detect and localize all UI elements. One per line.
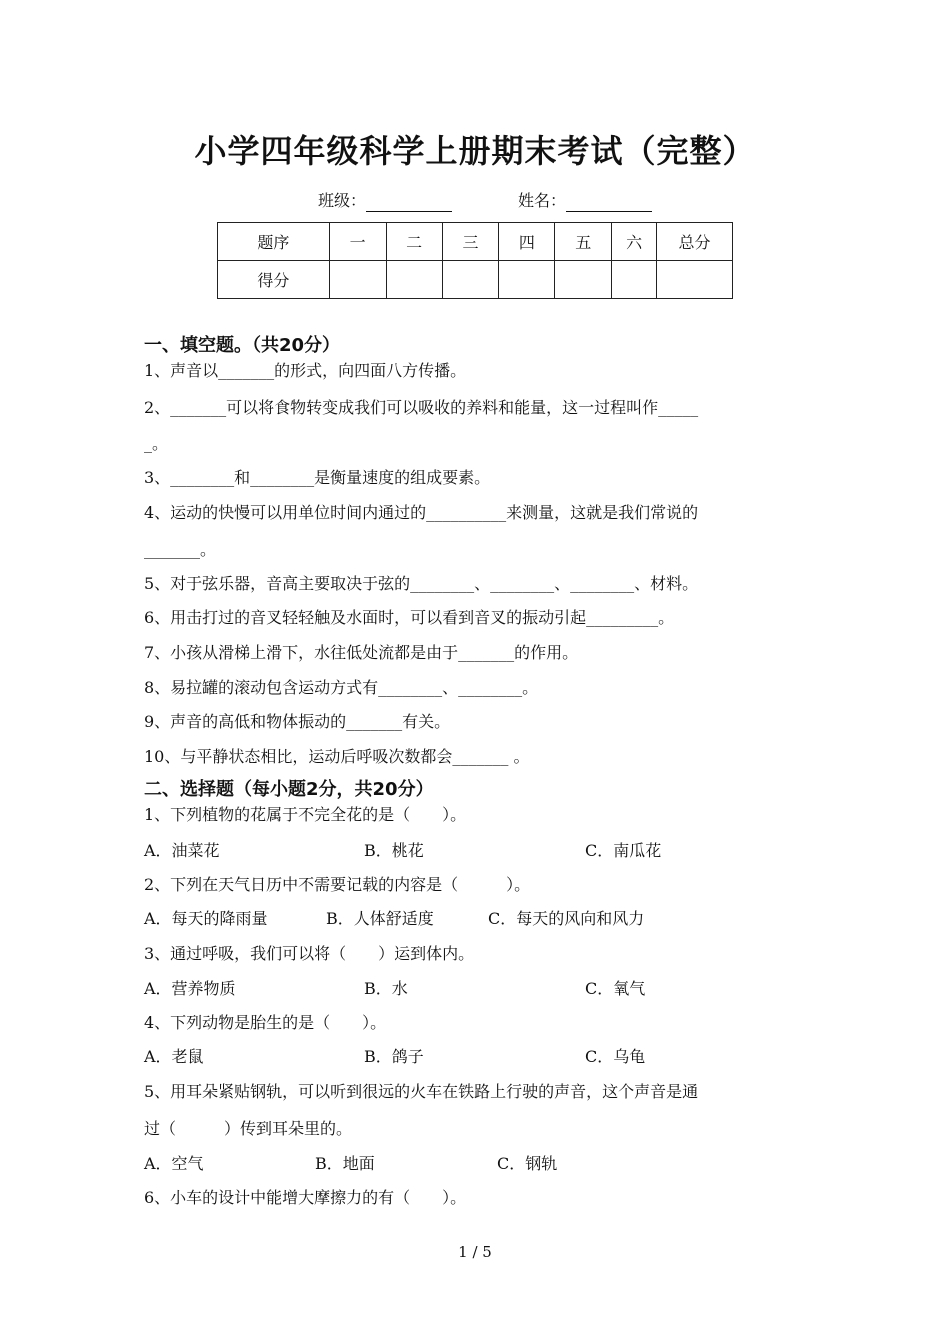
header-cell: 总分 <box>657 223 733 261</box>
class-blank[interactable] <box>366 193 452 212</box>
header-cell: 三 <box>442 223 499 261</box>
choice-option-b[interactable]: B．水 <box>364 979 408 998</box>
choice-question-stem: 4、下列动物是胎生的是（ ）。 <box>144 1013 387 1032</box>
choice-option-a[interactable]: A．营养物质 <box>144 979 236 998</box>
header-cell: 六 <box>612 223 657 261</box>
section2-heading: 二、选择题（每小题2分，共20分） <box>144 779 434 800</box>
class-field <box>318 190 452 212</box>
name-field <box>518 190 652 212</box>
row-label-cell: 得分 <box>218 261 330 299</box>
choice-question-stem: 6、小车的设计中能增大摩擦力的有（ ）。 <box>144 1188 467 1207</box>
fill-question-line: 10、与平静状态相比，运动后呼吸次数都会_______ 。 <box>144 747 530 766</box>
choice-option-a[interactable]: A．老鼠 <box>144 1047 204 1066</box>
choice-option-b[interactable]: B．鸽子 <box>364 1047 424 1066</box>
section1-heading: 一、填空题。（共20分） <box>144 335 341 356</box>
header-cell: 四 <box>499 223 555 261</box>
fill-question-line: 8、易拉罐的滚动包含运动方式有________、________。 <box>144 678 539 697</box>
choice-option-b[interactable]: B．人体舒适度 <box>326 909 434 928</box>
header-cell: 题序 <box>218 223 330 261</box>
choice-question-stem: 1、下列植物的花属于不完全花的是（ ）。 <box>144 805 467 824</box>
page-number: 1 / 5 <box>458 1243 492 1261</box>
score-cell[interactable] <box>555 261 612 299</box>
choice-option-c[interactable]: C．每天的风向和风力 <box>488 909 645 928</box>
fill-question-line: 5、对于弦乐器，音高主要取决于弦的________、________、________、材料。 <box>144 574 699 593</box>
choice-option-b[interactable]: B．桃花 <box>364 841 424 860</box>
choice-option-a[interactable]: A．每天的降雨量 <box>144 909 268 928</box>
choice-question-stem: 3、通过呼吸，我们可以将（ ）运到体内。 <box>144 944 475 963</box>
choice-question-stem: 2、下列在天气日历中不需要记载的内容是（ ）。 <box>144 875 531 894</box>
fill-question-line: 4、运动的快慢可以用单位时间内通过的__________来测量，这就是我们常说的 <box>144 503 699 522</box>
score-cell[interactable] <box>386 261 442 299</box>
name-blank[interactable] <box>566 193 652 212</box>
score-table <box>217 222 733 299</box>
choice-option-c[interactable]: C．钢轨 <box>497 1154 558 1173</box>
fill-question-line: 1、声音以_______的形式，向四面八方传播。 <box>144 361 467 380</box>
choice-option-a[interactable]: A．空气 <box>144 1154 204 1173</box>
score-cell[interactable] <box>657 261 733 299</box>
fill-question-line: _______。 <box>144 540 217 559</box>
fill-question-line: _。 <box>144 434 169 453</box>
score-cell[interactable] <box>499 261 555 299</box>
choice-option-c[interactable]: C．南瓜花 <box>585 841 662 860</box>
choice-question-stem: 5、用耳朵紧贴钢轨，可以听到很远的火车在铁路上行驶的声音，这个声音是通 <box>144 1082 699 1101</box>
fill-question-line: 9、声音的高低和物体振动的_______有关。 <box>144 712 451 731</box>
fill-question-line: 6、用击打过的音叉轻轻触及水面时，可以看到音叉的振动引起_________。 <box>144 608 675 627</box>
class-label: 班级： <box>318 191 367 210</box>
fill-question-line: 2、_______可以将食物转变成我们可以吸收的养料和能量，这一过程叫作_____ <box>144 398 699 417</box>
score-table-header-row <box>218 223 733 261</box>
score-cell[interactable] <box>329 261 386 299</box>
exam-title: 小学四年级科学上册期末考试（完整） <box>194 132 756 170</box>
choice-option-b[interactable]: B．地面 <box>315 1154 375 1173</box>
score-table-score-row <box>218 261 733 299</box>
choice-option-c[interactable]: C．乌龟 <box>585 1047 646 1066</box>
fill-question-line: 7、小孩从滑梯上滑下，水往低处流都是由于_______的作用。 <box>144 643 579 662</box>
name-label: 姓名： <box>518 191 567 210</box>
choice-option-c[interactable]: C．氧气 <box>585 979 646 998</box>
header-cell: 一 <box>329 223 386 261</box>
fill-question-line: 3、________和________是衡量速度的组成要素。 <box>144 468 491 487</box>
header-cell: 五 <box>555 223 612 261</box>
score-cell[interactable] <box>442 261 499 299</box>
choice-question-stem: 过（ ）传到耳朵里的。 <box>144 1119 353 1138</box>
score-cell[interactable] <box>612 261 657 299</box>
choice-option-a[interactable]: A．油菜花 <box>144 841 220 860</box>
header-cell: 二 <box>386 223 442 261</box>
